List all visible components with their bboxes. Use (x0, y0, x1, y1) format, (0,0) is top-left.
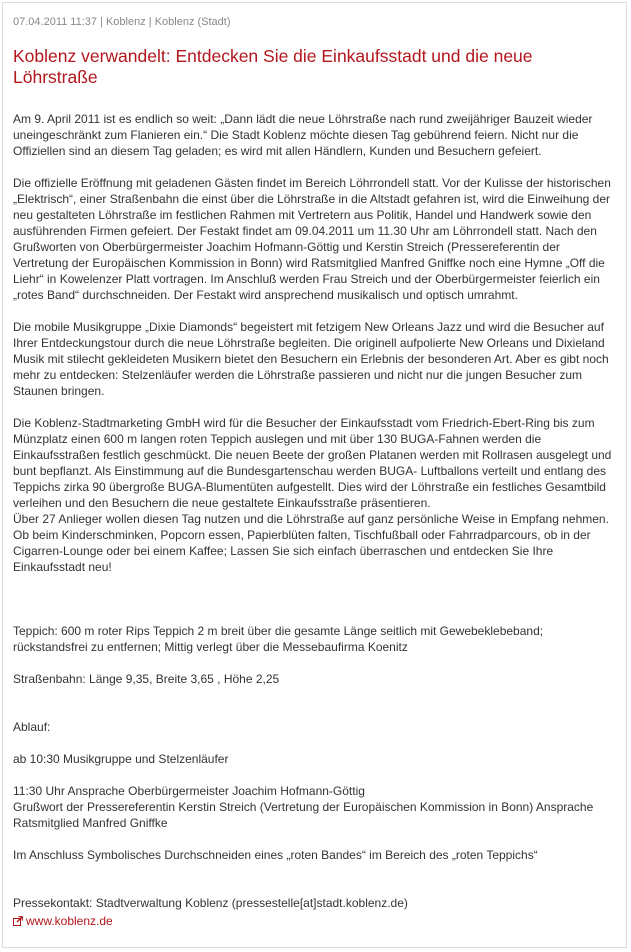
external-link-icon (13, 916, 23, 926)
ablauf-item: Grußwort der Pressereferentin Kerstin Streich (Vertretung der Europäischen Kommission in Bonn) Ansprache Ratsmitglied Manfred Gniffke (13, 800, 594, 830)
ablauf-item: ab 10:30 Musikgruppe und Stelzenläufer (13, 752, 229, 766)
pressekontakt: Pressekontakt: Stadtverwaltung Koblenz (pressestelle[at]stadt.koblenz.de) (13, 896, 408, 910)
ablauf-item: Im Anschluss Symbolisches Durchschneiden eines „roten Bandes“ im Bereich des „roten Teppichs“ (13, 848, 538, 862)
article-meta: 07.04.2011 11:37 | Koblenz | Koblenz (Stadt) (13, 16, 231, 28)
info-strassenbahn: Straßenbahn: Länge 9,35, Breite 3,65 , Höhe 2,25 (13, 672, 280, 686)
ablauf-item: 11:30 Uhr Ansprache Oberbürgermeister Joachim Hofmann-Göttig (13, 784, 365, 798)
article-body (13, 111, 617, 929)
paragraph-eroeffnung: Die offizielle Eröffnung mit geladenen Gästen findet im Bereich Löhrrondell statt. Vor der Kulisse der historischen „Elektrisch“, einer Straßenbahn die einst über die Löhrstraße in die Altstadt gefahren ist, wird die Einweihung der neu gestalteten Löhrstraße im festlichen Rahmen mit Vertretern aus Politik, Handel und Handwerk sowie den ausführenden Firmen gefeiert. Der Festakt findet am 09.04.2011 um 11.30 Uhr am Löhrrondell statt. Nach den Grußworten von Oberbürgermeister Joachim Hofmann-Göttig und Kerstin Streich (Pressereferentin der Vertretung der Europäischen Kommission in Bonn) wird Ratsmitglied Manfred Gniffke noch eine Hymne „Off die Liehr“ in Kowelenzer Platt vortragen. Im Anschluß werden Frau Streich und der Oberbürgermeister feierlich ein „rotes Band“ durchschneiden. Der Festakt wird ansprechend musikalisch und optisch umrahmt. (13, 176, 611, 302)
ablauf-label: Ablauf: (13, 720, 51, 734)
info-teppich: Teppich: 600 m roter Rips Teppich 2 m breit über die gesamte Länge seitlich mit Gewebeklebeband; rückstandsfrei zu entfernen; Mittig verlegt über die Messebaufirma Koenitz (13, 624, 544, 654)
paragraph-stadtmarketing: Die Koblenz-Stadtmarketing GmbH wird für die Besucher der Einkaufsstadt vom Friedrich-Ebert-Ring bis zum Münzplatz einen 600 m langen roten Teppich auslegen und mit über 130 BUGA-Fahnen werden die Einkaufsstraßen festlich geschmückt. Die neuen Beete der großen Platanen werden mit Rollrasen ausgelegt und bunt bepflanzt. Als Einstimmung auf die Bundesgartenschau werden BUGA- Luftballons verteilt und entlang des Teppichs zirka 90 übergroße BUGA-Blumentüten aufgestellt. Dies wird der Löhrstraße ein festliches Gesamtbild verleihen und den Besuchern die neue gestaltete Einkaufsstraße präsentieren. (13, 416, 612, 510)
article-title: Koblenz verwandelt: Entdecken Sie die Einkaufsstadt und die neue Löhrstraße (13, 46, 533, 87)
website-link-row[interactable] (13, 913, 617, 929)
paragraph-intro: Am 9. April 2011 ist es endlich so weit: „Dann lädt die neue Löhrstraße nach rund zweijähriger Bauzeit wieder uneingeschränkt zum Flanieren ein.“ Die Stadt Koblenz möchte diesen Tag gebührend feiern. Nicht nur die Offiziellen sind an diesem Tag geladen; es wird mit allen Händlern, Kunden und Besuchern gefeiert. (13, 112, 593, 158)
website-link[interactable]: www.koblenz.de (26, 914, 113, 928)
paragraph-musik: Die mobile Musikgruppe „Dixie Diamonds“ begeistert mit fetzigem New Orleans Jazz und wird die Besucher auf Ihrer Entdeckungstour durch die neue Löhrstraße begleiten. Die originell aufpolierte New Orleans und Dixieland Musik mit stilecht gekleideten Musikern bietet den Besuchern ein Erlebnis der besonderen Art. Aber es gibt noch mehr zu entdecken: Stelzenläufer werden die Löhrstraße passieren und nicht nur die jungen Besucher zum Staunen bringen. (13, 320, 609, 398)
paragraph-anlieger: Über 27 Anlieger wollen diesen Tag nutzen und die Löhrstraße auf ganz persönliche Weise in Empfang nehmen. Ob beim Kinderschminken, Popcorn essen, Papierblüten falten, Tischfußball oder Fahrradparcours, ob in der Cigarren-Lounge oder bei einem Kaffee; Lassen Sie sich einfach überraschen und entdecken Sie Ihre Einkaufsstadt neu! (13, 512, 609, 574)
